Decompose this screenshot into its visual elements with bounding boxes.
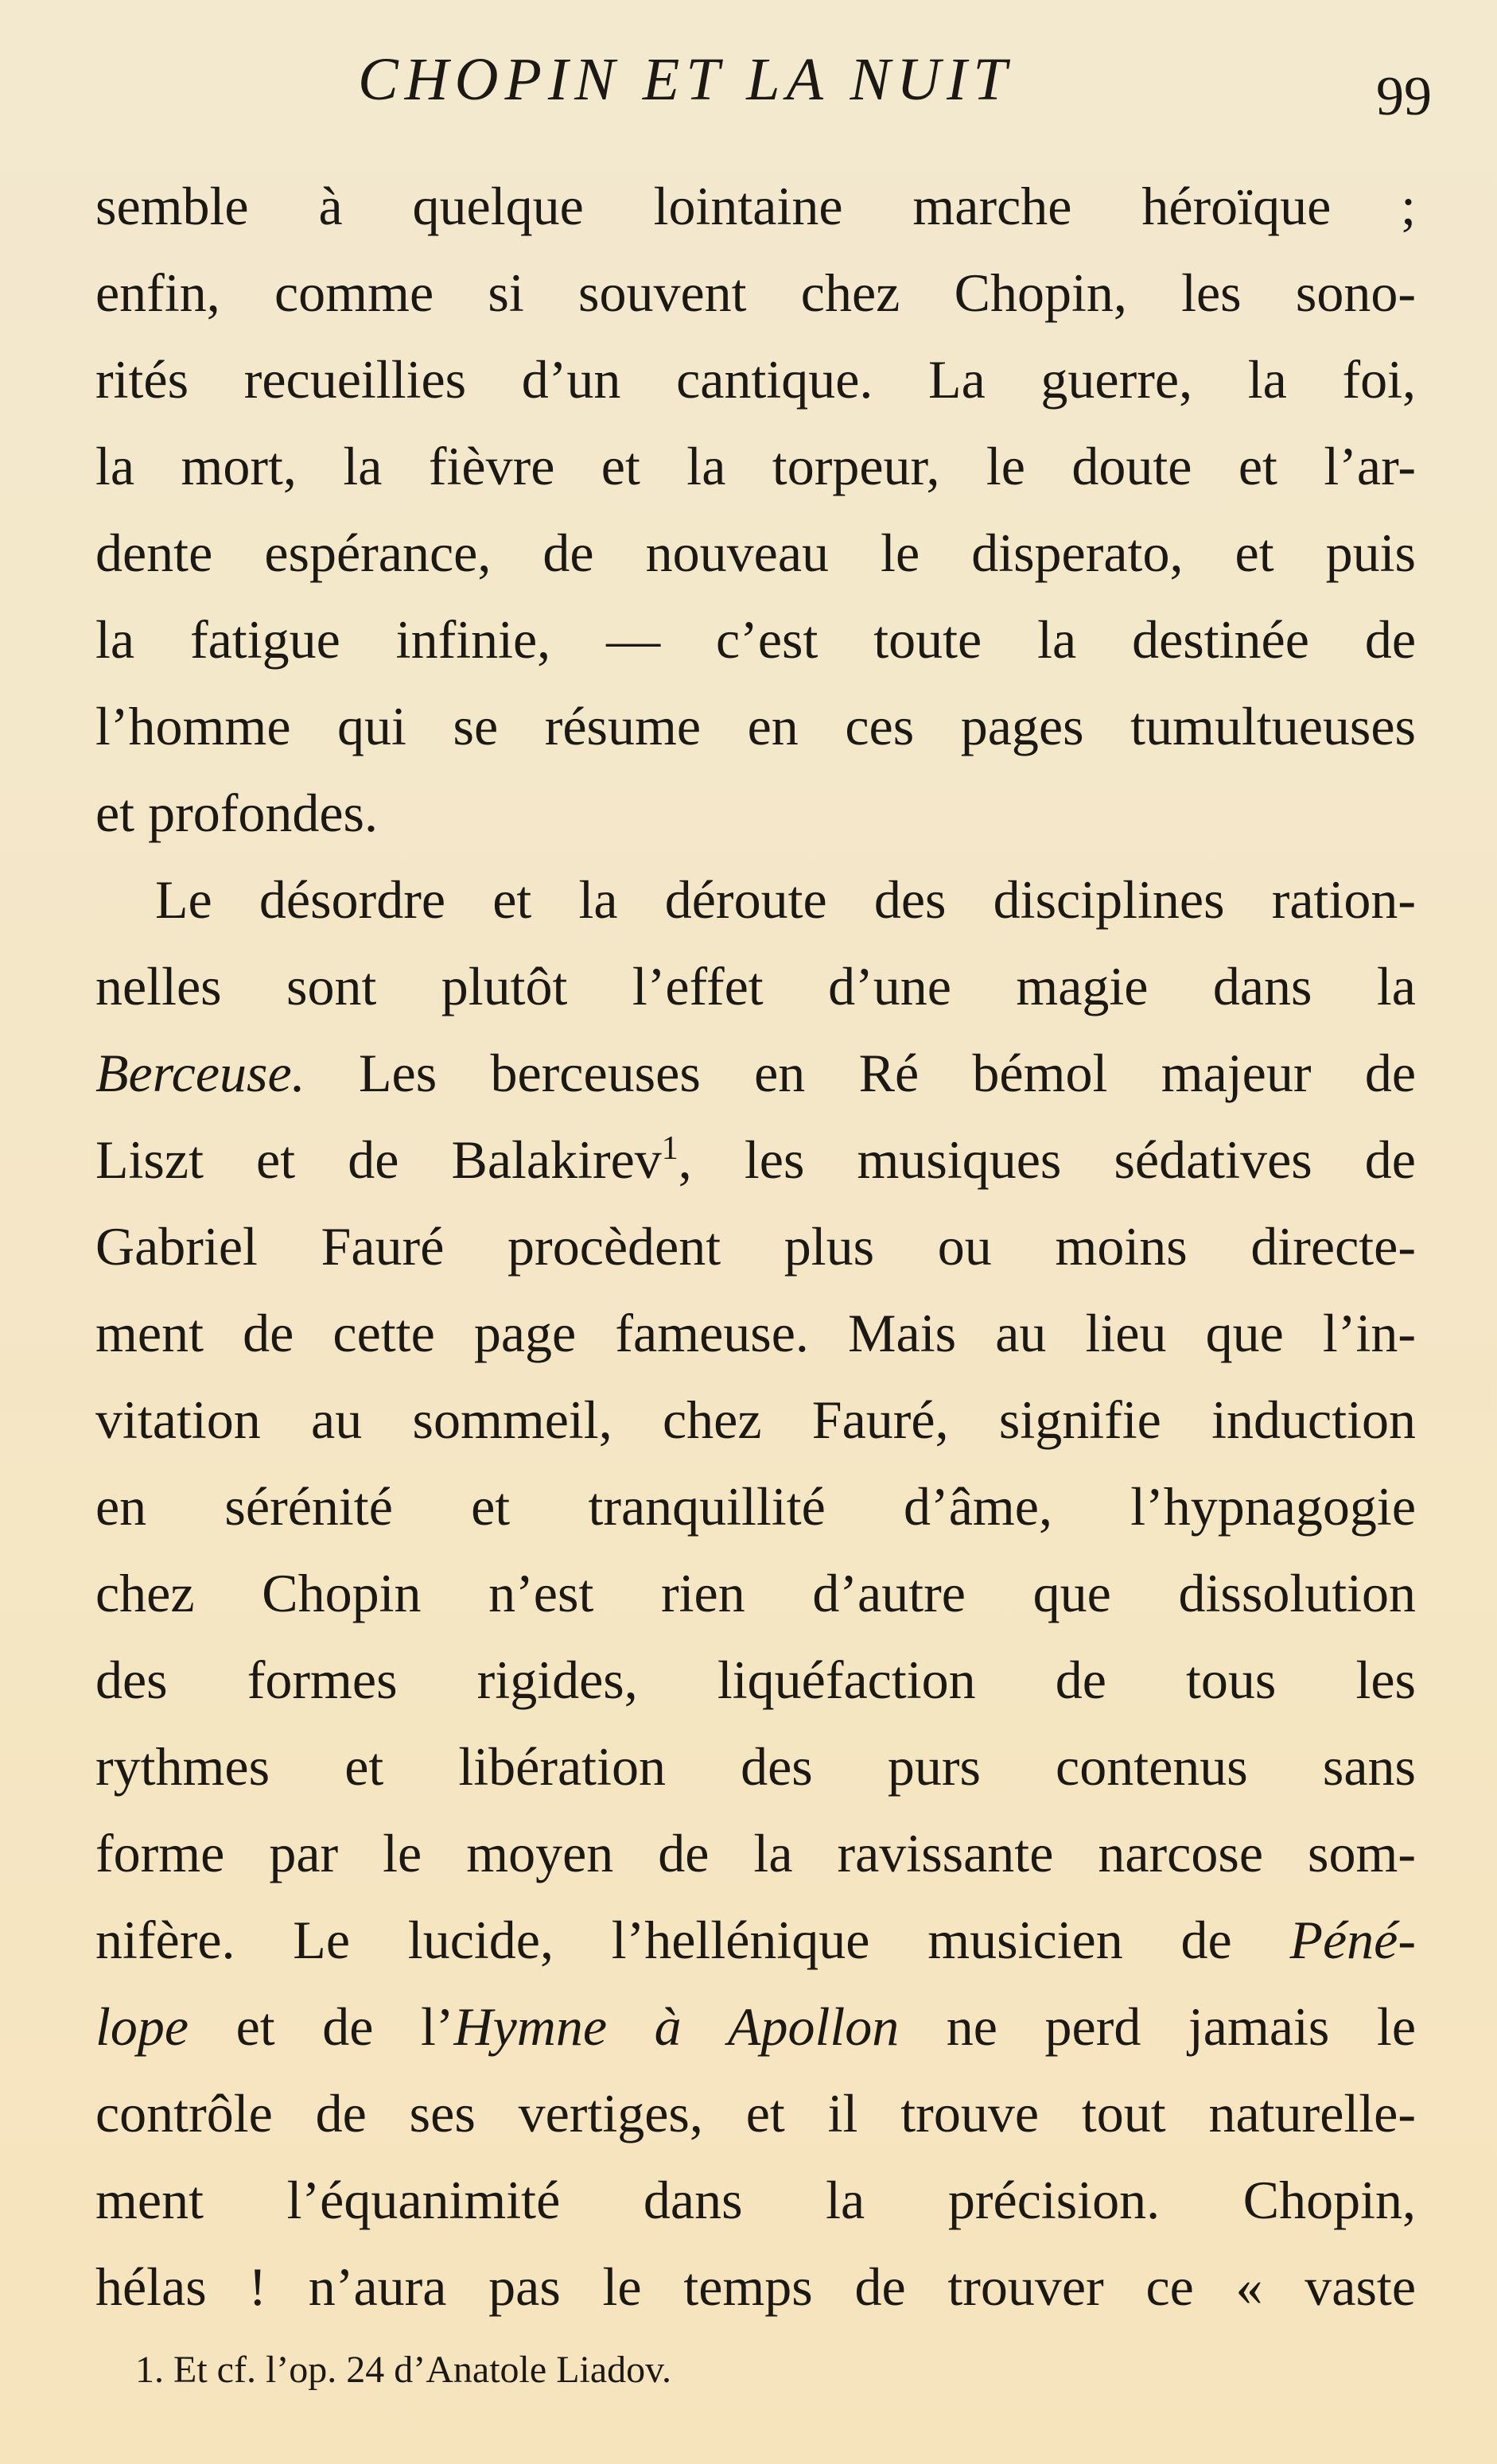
text-line: l’homme qui se résume en ces pages tumultueuses bbox=[95, 696, 1416, 756]
text-line bbox=[95, 1897, 1416, 1984]
running-title: CHOPIN ET LA NUIT bbox=[358, 46, 1013, 113]
text-line: rythmes et libération des purs contenus sans bbox=[95, 1736, 1416, 1797]
text-fragment: Liszt et de Balakirev bbox=[95, 1129, 662, 1190]
text-fragment: et de l’ bbox=[189, 1996, 454, 2057]
text-line: la mort, la fièvre et la torpeur, le doute et l’ar- bbox=[95, 436, 1416, 496]
page-number: 99 bbox=[1376, 66, 1432, 127]
text-line: vitation au sommeil, chez Fauré, signifie induction bbox=[95, 1389, 1416, 1450]
text-line: et profondes. bbox=[95, 783, 379, 843]
text-line bbox=[95, 1984, 1416, 2070]
text-line: semble à quelque lointaine marche héroïque ; bbox=[95, 176, 1416, 236]
page-header bbox=[95, 32, 1432, 127]
text-line: forme par le moyen de la ravissante narcose som- bbox=[95, 1823, 1416, 1883]
text-line: contrôle de ses vertiges, et il trouve tout naturelle- bbox=[95, 2083, 1416, 2143]
footnote-reference: 1 bbox=[661, 1130, 679, 1167]
body-text bbox=[95, 163, 1416, 2330]
text-line: ment l’équanimité dans la précision. Chopin, bbox=[95, 2170, 1416, 2230]
text-line bbox=[95, 1117, 1416, 1203]
footnote: 1. Et cf. l’op. 24 d’Anatole Liadov. bbox=[135, 2349, 672, 2391]
text-line: rités recueillies d’un cantique. La guerre, la foi, bbox=[95, 349, 1416, 410]
text-line: nelles sont plutôt l’effet d’une magie dans la bbox=[95, 956, 1416, 1016]
italic-title: Péné- bbox=[1289, 1910, 1416, 1970]
text-line: enfin, comme si souvent chez Chopin, les sono- bbox=[95, 262, 1416, 323]
text-line: hélas ! n’aura pas le temps de trouver ce « vaste bbox=[95, 2256, 1416, 2317]
text-fragment: Les berceuses en Ré bémol majeur de bbox=[305, 1043, 1416, 1103]
italic-title: lope bbox=[95, 1996, 189, 2057]
italic-title: Hymne à Apollon bbox=[453, 1996, 900, 2057]
text-line: Gabriel Fauré procèdent plus ou moins directe- bbox=[95, 1216, 1416, 1277]
text-fragment: ne perd jamais le bbox=[899, 1996, 1417, 2057]
text-line: la fatigue infinie, — c’est toute la destinée de bbox=[95, 609, 1416, 670]
italic-title: Berceuse. bbox=[95, 1043, 305, 1103]
text-line: ment de cette page fameuse. Mais au lieu que l’in- bbox=[95, 1303, 1416, 1363]
text-fragment: , les musiques sédatives de bbox=[678, 1129, 1416, 1190]
text-line: Le désordre et la déroute des disciplines ration- bbox=[155, 869, 1416, 930]
text-line: en sérénité et tranquillité d’âme, l’hypnagogie bbox=[95, 1476, 1416, 1537]
text-line: chez Chopin n’est rien d’autre que dissolution bbox=[95, 1563, 1416, 1623]
text-line: dente espérance, de nouveau le disperato, et puis bbox=[95, 523, 1416, 583]
text-line: des formes rigides, liquéfaction de tous les bbox=[95, 1650, 1416, 1710]
text-line bbox=[95, 1030, 1416, 1117]
text-fragment: nifère. Le lucide, l’hellénique musicien de bbox=[95, 1910, 1290, 1970]
